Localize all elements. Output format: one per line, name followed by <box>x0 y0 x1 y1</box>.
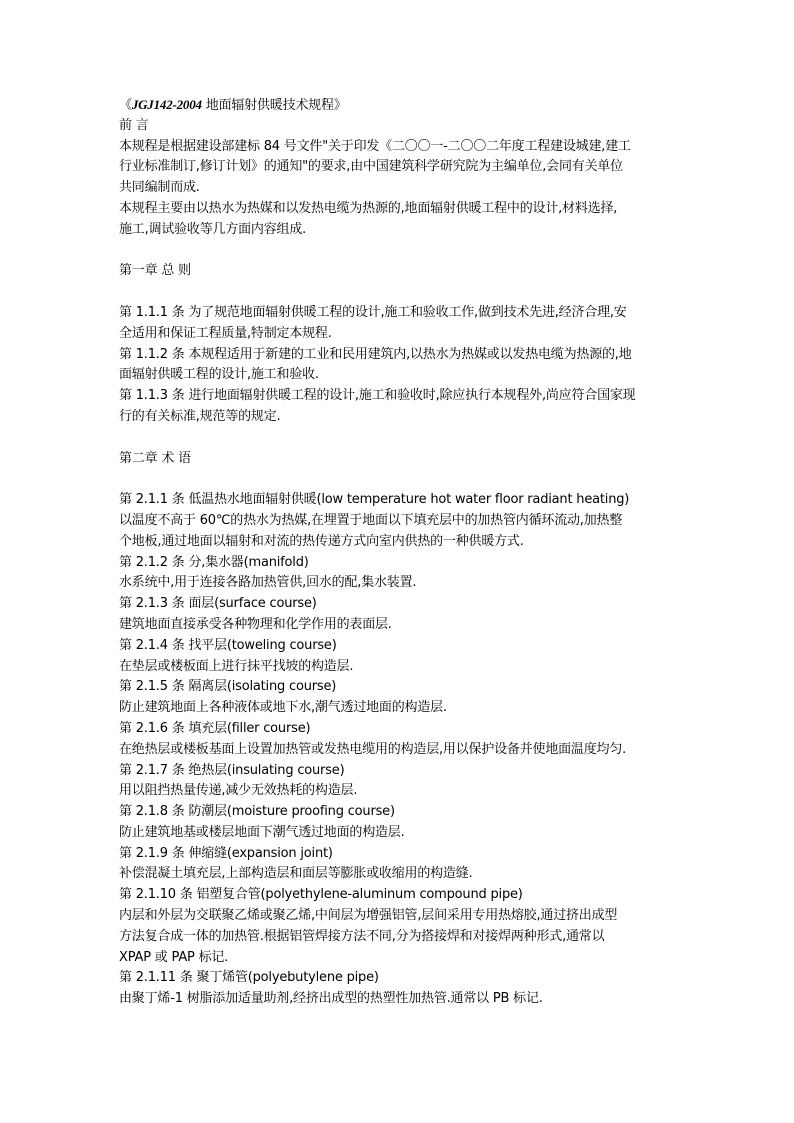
chapter2-line: 水系统中,用于连接各路加热管供,回水的配,集水装置. <box>119 575 417 591</box>
chapter2-line: 防止建筑地基或楼层地面下潮气透过地面的构造层. <box>119 824 405 840</box>
chapter2-heading: 第二章 术 语 <box>119 450 191 466</box>
chapter2-line: 第 2.1.4 条 找平层(toweling course) <box>119 637 337 653</box>
preface-line: 施工,调试验收等几方面内容组成. <box>119 221 307 237</box>
chapter2-line: 由聚丁烯-1 树脂添加适量助剂,经挤出成型的热塑性加热管.通常以 PB 标记. <box>119 991 543 1007</box>
chapter1-line: 第 1.1.2 条 本规程适用于新建的工业和民用建筑内,以热水为热媒或以发热电缆为热源的,地 <box>119 346 632 362</box>
chapter2-line: 第 2.1.2 条 分,集水器(manifold) <box>119 554 309 570</box>
chapter1-line: 第 1.1.1 条 为了规范地面辐射供暖工程的设计,施工和验收工作,做到技术先进,经济合理,安 <box>119 304 627 320</box>
chapter2-line: 以温度不高于 60℃的热水为热媒,在埋置于地面以下填充层中的加热管内循环流动,加热整 <box>119 512 623 528</box>
spacer <box>119 282 679 303</box>
chapter2-line: 第 2.1.3 条 面层(surface course) <box>119 596 317 612</box>
document-body <box>119 95 679 1010</box>
chapter2-line: 补偿混凝土填充层,上部构造层和面层等膨胀或收缩用的构造缝. <box>119 866 473 882</box>
chapter2-line: 个地板,通过地面以辐射和对流的热传递方式向室内供热的一种供暖方式. <box>119 533 524 549</box>
chapter2-line: 第 2.1.7 条 绝热层(insulating course) <box>119 762 345 778</box>
chapter2-line: XPAP 或 PAP 标记. <box>119 949 229 965</box>
chapter2-line: 方法复合成一体的加热管.根据铝管焊接方法不同,分为搭接焊和对接焊两种形式,通常以 <box>119 928 605 944</box>
preface-line: 本规程主要由以热水为热媒和以发热电缆为热源的,地面辐射供暖工程中的设计,材料选择, <box>119 200 618 216</box>
chapter2-line: 第 2.1.5 条 隔离层(isolating course) <box>119 679 337 695</box>
chapter2-line: 第 2.1.6 条 填充层(filler course) <box>119 720 311 736</box>
standard-name: 地面辐射供暖技术规程 <box>205 98 334 113</box>
chapter2-line: 用以阻挡热量传递,减少无效热耗的构造层. <box>119 783 358 799</box>
standard-code: JGJ142-2004 <box>131 97 202 112</box>
chapter2-line: 防止建筑地面上各种液体或地下水,潮气透过地面的构造层. <box>119 700 447 716</box>
title-close-bracket: 》 <box>333 98 347 113</box>
document-title <box>119 95 679 116</box>
chapter1-heading: 第一章 总 则 <box>119 263 191 279</box>
chapter2-line: 内层和外层为交联聚乙烯或聚乙烯,中间层为增强铝管,层间采用专用热熔胶,通过挤出成型 <box>119 908 618 924</box>
chapter2-line: 建筑地面直接承受各种物理和化学作用的表面层. <box>119 616 392 632</box>
chapter2-line: 第 2.1.8 条 防潮层(moisture proofing course) <box>119 804 395 820</box>
chapter2-line: 第 2.1.11 条 聚丁烯管(polyebutylene pipe) <box>119 970 379 986</box>
chapter2-line: 第 2.1.1 条 低温热水地面辐射供暖(low temperature hot water floor radiant heating) <box>119 492 630 508</box>
chapter1-line: 全适用和保证工程质量,特制定本规程. <box>119 325 332 341</box>
title-open-bracket: 《 <box>119 98 132 113</box>
spacer <box>119 469 679 490</box>
chapter1-line: 行的有关标准,规范等的规定. <box>119 408 281 424</box>
spacer <box>119 428 679 449</box>
preface-heading: 前 言 <box>119 117 149 133</box>
preface-line: 本规程是根据建设部建标 84 号文件"关于印发《二〇〇一-二〇〇二年度工程建设城建,建工 <box>119 138 631 154</box>
chapter2-line: 在垫层或楼板面上进行抹平找坡的构造层. <box>119 658 354 674</box>
chapter2-line: 第 2.1.10 条 铝塑复合管(polyethylene-aluminum compound pipe) <box>119 887 523 903</box>
chapter2-line: 第 2.1.9 条 伸缩缝(expansion joint) <box>119 845 333 861</box>
spacer <box>119 241 679 262</box>
chapter1-line: 第 1.1.3 条 进行地面辐射供暖工程的设计,施工和验收时,除应执行本规程外,尚应符合国家现 <box>119 388 636 404</box>
preface-line: 共同编制而成. <box>119 180 200 196</box>
preface-line: 行业标准制订,修订计划》的通知"的要求,由中国建筑科学研究院为主编单位,会同有关单位 <box>119 159 623 175</box>
chapter1-line: 面辐射供暖工程的设计,施工和验收. <box>119 367 319 383</box>
chapter2-line: 在绝热层或楼板基面上设置加热管或发热电缆用的构造层,用以保护设备并使地面温度均匀. <box>119 741 627 757</box>
